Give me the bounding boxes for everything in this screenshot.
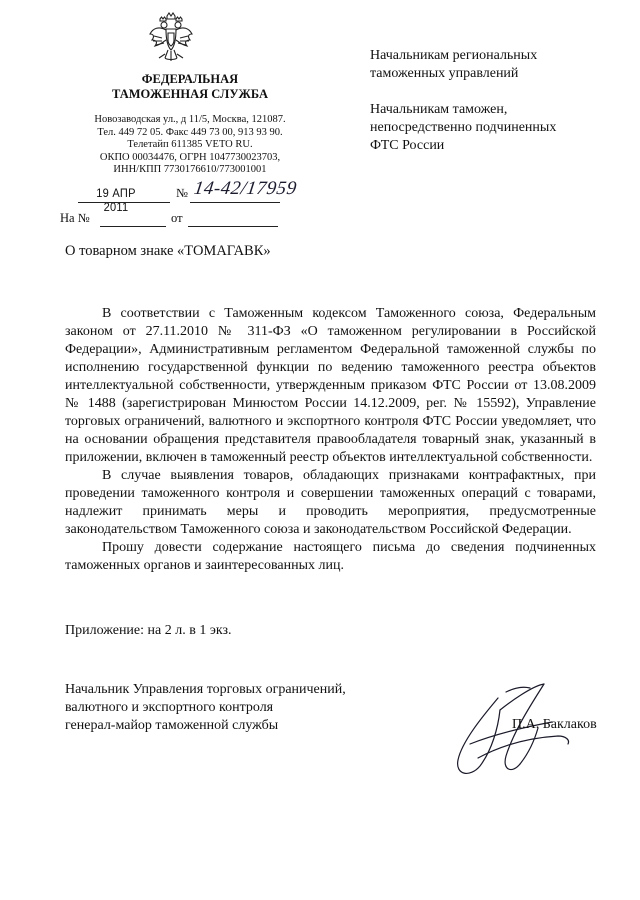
coat-of-arms-icon	[147, 10, 195, 66]
contact-line: Телетайп 611385 VETO RU.	[127, 139, 253, 151]
organization-name	[60, 72, 320, 102]
reference-date-line	[188, 226, 278, 227]
contact-line: ОКПО 00034476, ОГРН 1047730023703,	[99, 151, 281, 163]
registration-date: 19 АПР 2011	[96, 186, 136, 214]
attachment-note: Приложение: на 2 л. в 1 экз.	[65, 623, 232, 638]
reference-date-label: от	[171, 211, 183, 225]
registration-number: 14-42/17959	[192, 178, 299, 199]
letter-body	[65, 305, 596, 575]
addressee-line: Начальникам таможен,	[370, 102, 508, 117]
body-paragraph: Прошу довести содержание настоящего письма до сведения подчиненных таможенных органов и заинтересованных лиц.	[65, 540, 596, 573]
addressee-line: ФТС России	[370, 138, 445, 153]
addressee-line: Начальникам региональных	[370, 48, 538, 63]
contact-line: Новозаводская ул., д 11/5, Москва, 121087.	[94, 114, 286, 125]
addressee-line: непосредственно подчиненных	[370, 120, 557, 135]
registration-number-label: №	[176, 186, 188, 200]
reference-number-label: На №	[60, 211, 90, 225]
addressee-block	[370, 101, 556, 155]
contact-line: Тел. 449 72 05. Факс 449 73 00, 913 93 90.	[97, 126, 283, 138]
date-underline	[78, 202, 170, 203]
signatory-name: П.А. Баклаков	[512, 717, 597, 732]
reference-number-line	[100, 226, 166, 227]
body-paragraph: В соответствии с Таможенным кодексом Таможенного союза, Федеральным законом от 27.11.2010 № 311-ФЗ «О таможенном регулировании в Российской Федерации», Административным регламентом Федеральной таможенной службы по исполнению государственной функции по ведению таможенного реестра объектов интеллектуальной собственности, утвержденным приказом ФТС России от 13.08.2009 № 1488 (зарегистрирован Минюстом России 14.12.2009, рег. № 15592), Управление торговых ограничений, валютного и экспортного контроля ФТС России уведомляет, что на основании обращения представителя правообладателя товарный знак, указанный в приложении, включен в таможенный реестр объектов интеллектуальной собственности.	[65, 306, 596, 465]
organization-name-line: ФЕДЕРАЛЬНАЯ	[141, 72, 239, 86]
signatory-title-line: Начальник Управления торговых ограничений,	[65, 682, 346, 697]
organization-contacts	[60, 114, 320, 177]
signatory-title-line: валютного и экспортного контроля	[65, 700, 274, 715]
signatory-title-line: генерал-майор таможенной службы	[65, 718, 279, 733]
addressee-line: таможенных управлений	[370, 66, 519, 81]
organization-name-line: ТАМОЖЕННАЯ СЛУЖБА	[112, 87, 268, 101]
signatory-title	[65, 681, 346, 735]
body-paragraph: В случае выявления товаров, обладающих признаками контрафактных, при проведении таможенного контроля и совершении таможенных операций с товарами, надлежит принимать меры и проводить мероприятия, предусмотренные законодательством Таможенного союза и законодательством Российской Федерации.	[65, 468, 596, 537]
contact-line: ИНН/КПП 7730176610/773001001	[113, 164, 267, 176]
number-underline	[190, 202, 280, 203]
addressee-block	[370, 47, 537, 83]
letter-subject: О товарном знаке «ТОМАГАВК»	[65, 243, 271, 259]
